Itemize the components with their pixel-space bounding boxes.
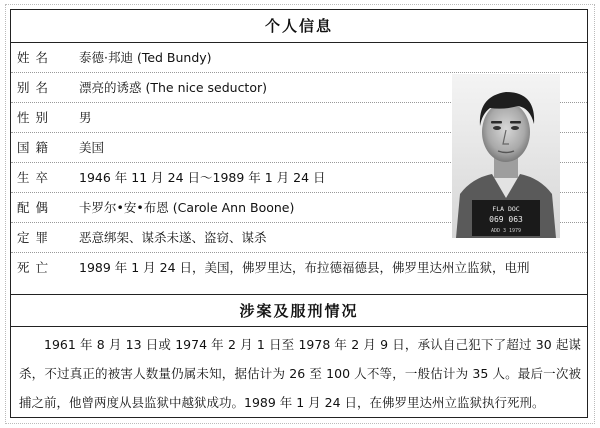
field-label: 国籍 — [17, 140, 55, 155]
field-row-death — [11, 253, 587, 283]
field-label: 定罪 — [17, 230, 55, 245]
field-label: 生卒 — [17, 170, 55, 185]
field-label: 配偶 — [17, 200, 55, 215]
narrative-paragraph: 1961 年 8 月 13 日或 1974 年 2 月 1 日至 1978 年 2 月 9 日，承认自己犯下了超过 30 起谋杀，不过真正的被害人数量仍属未知，据估计为 26 至 100 人不等，一般估计为 35 人。最后一次被捕之前，他曾两度从县监狱中越狱成功。1989 年 1 月 24 日，在佛罗里达州立监狱执行死刑。 — [19, 337, 581, 410]
field-value: 漂亮的诱惑 (The nice seductor) — [79, 80, 268, 95]
mugshot-photo — [452, 74, 560, 238]
field-label: 姓名 — [17, 50, 55, 65]
field-value: 卡罗尔•安•布恩 (Carole Ann Boone) — [79, 200, 295, 215]
section-title-personal: 个人信息 — [11, 10, 587, 43]
field-value: 美国 — [79, 140, 105, 155]
field-row-name — [11, 43, 587, 73]
info-card — [10, 9, 588, 418]
field-value: 1989 年 1 月 24 日，美国，佛罗里达，布拉德福德县，佛罗里达州立监狱，电刑 — [79, 260, 530, 275]
field-label: 死亡 — [17, 260, 55, 275]
field-value: 1946 年 11 月 24 日～1989 年 1 月 24 日 — [79, 170, 326, 185]
case-narrative — [19, 330, 581, 417]
placard-line-3: ADD 3 1979 — [490, 228, 522, 234]
placard-line-1: FLA DOC — [492, 205, 520, 213]
field-value: 男 — [79, 110, 92, 125]
field-label: 别名 — [17, 80, 55, 95]
field-label: 性别 — [17, 110, 55, 125]
field-value: 恶意绑架、谋杀未遂、盗窃、谋杀 — [79, 230, 267, 245]
placard-line-2: 069 063 — [489, 215, 523, 224]
mugshot-image — [452, 74, 560, 238]
field-value: 泰德·邦迪 (Ted Bundy) — [79, 50, 212, 65]
section-title-case: 涉案及服刑情况 — [11, 294, 587, 327]
